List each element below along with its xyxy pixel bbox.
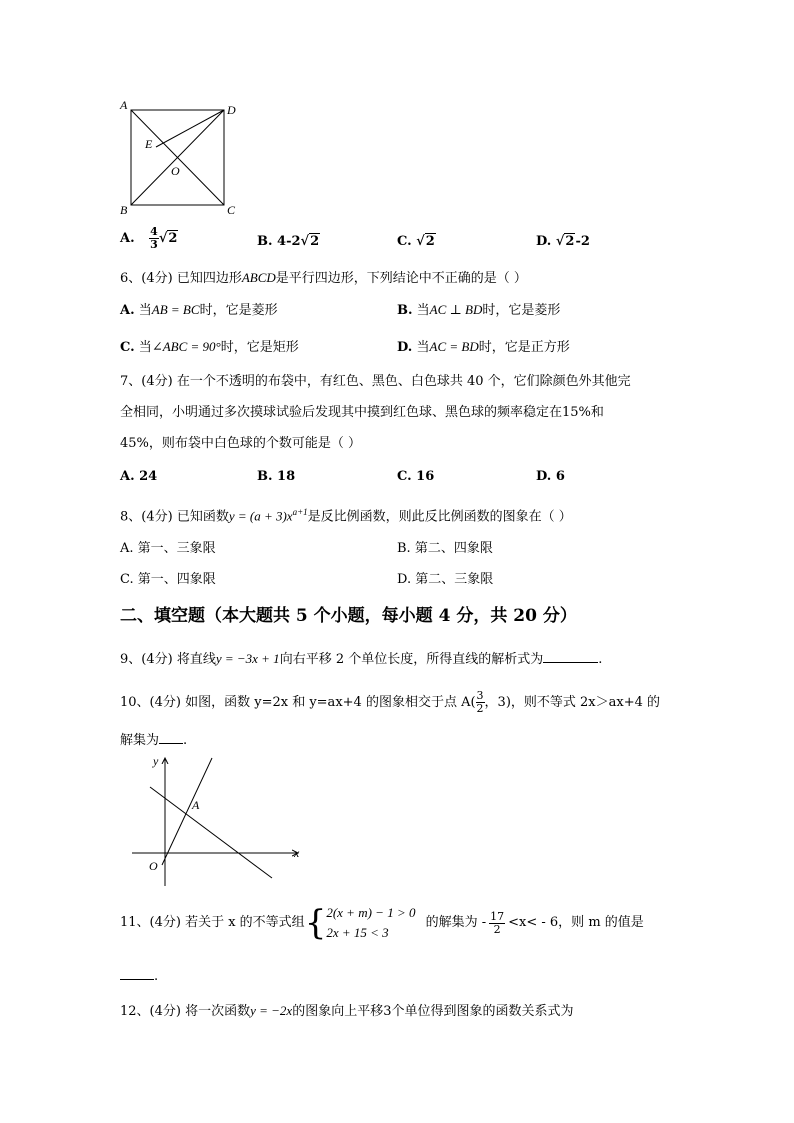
q8-option-c: C. 第一、四象限 <box>120 572 216 587</box>
label-a: A <box>120 98 128 112</box>
point-label-a: A <box>192 798 200 812</box>
q7-option-c: C. 16 <box>397 469 435 484</box>
label-o: O <box>171 164 180 178</box>
q5-option-d: D. √2-2 <box>536 234 590 249</box>
origin-label: O <box>149 859 158 873</box>
q10-answer-blank[interactable] <box>159 731 183 744</box>
q6-option-b: B. 当AC ⊥ BD时，它是菱形 <box>397 302 561 318</box>
label-e: E <box>145 137 153 151</box>
q7-line-1: 7、(4分) 在一个不透明的布袋中，有红色、黑色、白色球共 40 个，它们除颜色外其他完 <box>120 374 631 389</box>
q5-option-b: B. 4-2√2 <box>257 234 320 249</box>
axis-label-x: x <box>294 846 300 860</box>
q10-stem: 10、(4分) 如图，函数 y=2x 和 y=ax+4 的图象相交于点 A( $\frac{3}{2}$ ，3)，则不等式 2x＞ax+4 的 <box>120 689 661 715</box>
q8-stem: 8、(4分) 已知函数$y = (a + 3)x^{a+1}$是反比例函数，则此反比例函数的图象在（ ） <box>120 507 572 525</box>
q8-option-d: D. 第二、三象限 <box>397 572 494 587</box>
q8-option-b: B. 第二、四象限 <box>397 541 493 556</box>
q6-option-a: A. 当AB = BC时，它是菱形 <box>120 302 278 318</box>
square-figure <box>114 96 254 218</box>
label-c: C <box>227 203 236 217</box>
q6-option-c: C. 当∠ABC = 90°时，它是矩形 <box>120 339 299 355</box>
q7-option-b: B. 18 <box>257 469 296 484</box>
q12-stem: 12、(4分) 将一次函数y = −2x的图象向上平移3个单位得到图象的函数关系式为 <box>120 1003 574 1019</box>
q8-option-a: A. 第一、三象限 <box>120 541 216 556</box>
line-y-ax-plus-4 <box>150 787 272 878</box>
q7-line-2: 全相同，小明通过多次摸球试验后发现其中摸到红色球、黑色球的频率稳定在15%和 <box>120 405 604 420</box>
q10-answer-line: 解集为 . <box>120 733 188 748</box>
label-d: D <box>227 103 236 117</box>
label-b: B <box>120 203 128 217</box>
axis-label-y: y <box>153 754 159 768</box>
q11-answer-blank[interactable] <box>120 967 154 980</box>
q6-stem: 6、(4分) 已知四边形ABCD是平行四边形，下列结论中不正确的是（ ） <box>120 270 527 286</box>
q11-stem: 11、(4分) 若关于 x 的不等式组{ 2(x + m) − 1 > 0 2x + 15 < 3 的解集为 - $\frac{17}{2}$ <x< - 6，则 m 的值是 <box>120 903 644 943</box>
graph-figure <box>120 750 320 890</box>
q9-stem: 9、(4分) 将直线y = −3x + 1向右平移 2 个单位长度，所得直线的解析式为 . <box>120 651 603 667</box>
segment-de <box>156 110 224 147</box>
section-2-heading: 二、填空题（本大题共 5 个小题，每小题 4 分，共 20 分） <box>120 606 577 626</box>
q6-option-d: D. 当AC = BD时，它是正方形 <box>397 339 570 355</box>
q9-answer-blank[interactable] <box>543 650 598 663</box>
line-y-2x <box>162 758 212 865</box>
q5-option-a: A. $\frac{4}{3}$ √2 <box>120 225 178 251</box>
q7-option-a: A. 24 <box>120 469 158 484</box>
q7-line-3: 45%，则布袋中白色球的个数可能是（ ） <box>120 436 362 451</box>
q11-answer-line: . <box>120 967 158 985</box>
q5-option-c: C. √2 <box>397 234 435 249</box>
q7-option-d: D. 6 <box>536 469 565 484</box>
